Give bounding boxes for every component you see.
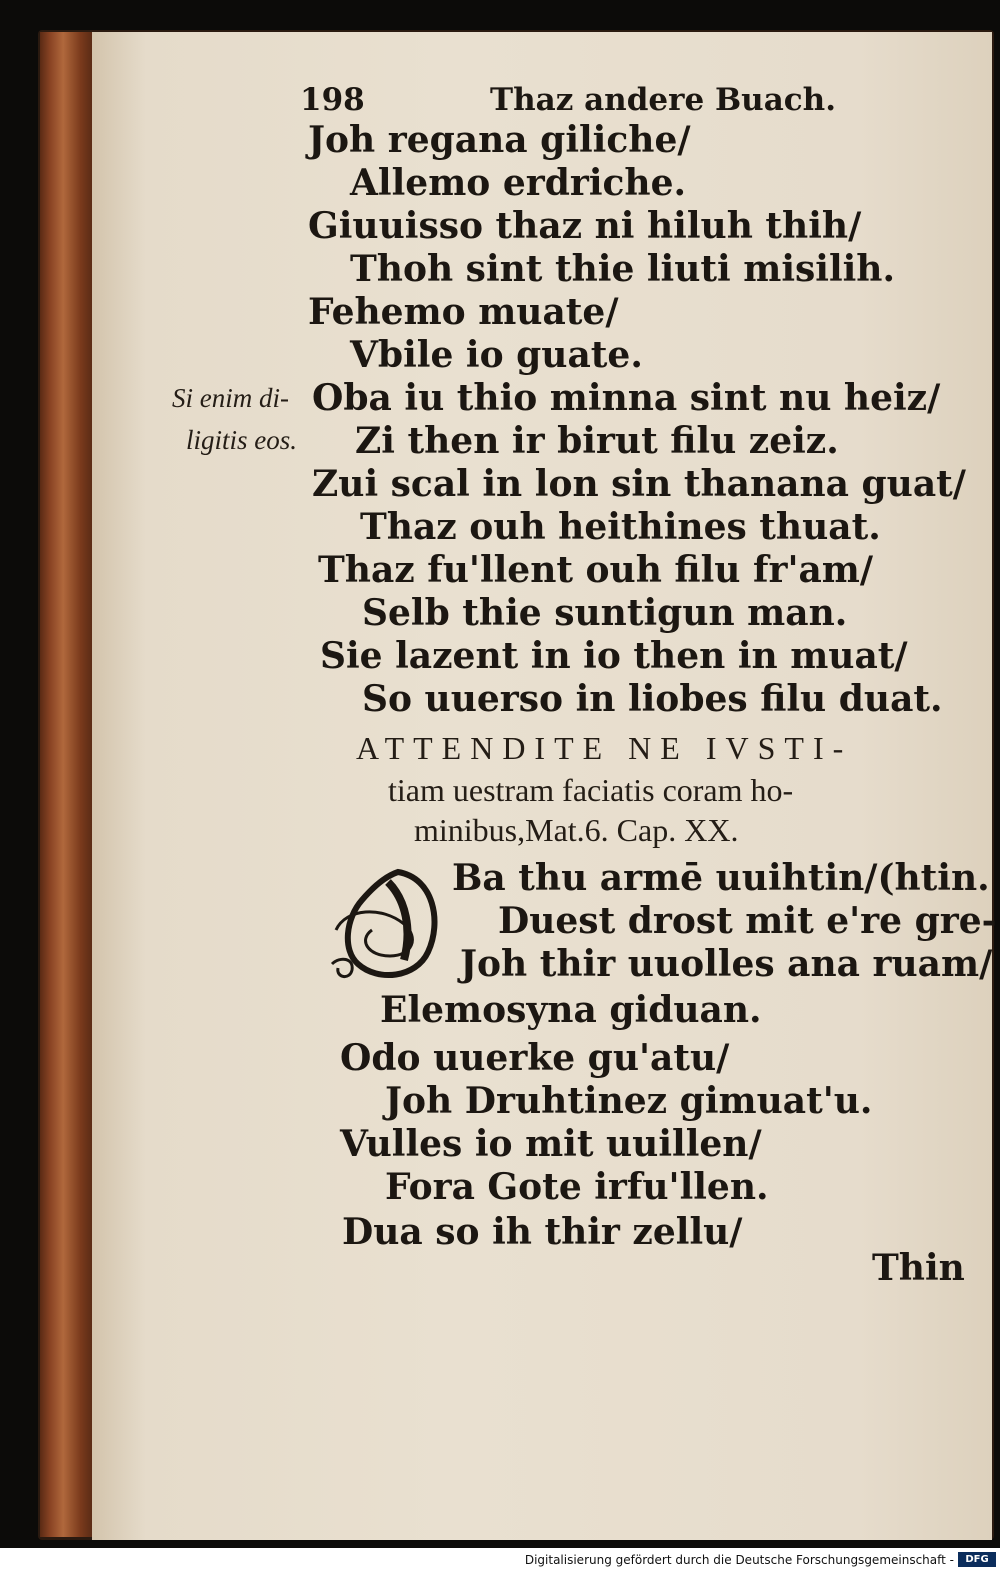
verse-line: Fehemo muate/ [308,291,619,333]
verse-line: Joh thir uuolles ana ruam/ [460,943,993,985]
page-number: 198 [300,82,365,118]
decorated-initial-o [328,860,452,988]
verse-line: Joh regana giliche/ [308,119,691,161]
verse-line: Sie lazent in io then in muat/ [320,635,908,677]
dfg-logo-icon: DFG [958,1552,996,1567]
verse-line: Selb thie suntigun man. [362,592,848,634]
verse-line: Vbile io guate. [350,334,643,376]
verse-line: Odo uuerke gu'atu/ [340,1037,730,1079]
verse-line: Allemo erdriche. [350,162,687,204]
verse-line: Zui scal in lon sin thanana guat/ [312,463,966,505]
page-fore-edge [40,32,98,1537]
running-title: Thaz andere Buach. [490,82,836,118]
verse-line: Ba thu armē uuihtin/(htin. [452,857,990,899]
verse-line: So uuerso in liobes filu duat. [362,678,943,720]
footer-credit-text: Digitalisierung gefördert durch die Deutsche Forschungsgemeinschaft - [524,1553,954,1567]
verse-line: Oba iu thio minna sint nu heiz/ [312,377,941,419]
chapter-heading-line: tiam uestram faciatis coram ho- [388,772,794,808]
credit-footer [0,1548,1000,1582]
verse-line: Joh Druhtinez gimuat'u. [385,1080,873,1122]
verse-line: Fora Gote irfu'llen. [385,1166,769,1208]
verse-line: Thoh sint thie liuti misilih. [350,248,896,290]
chapter-heading-line: ATTENDITE NE IVSTI- [356,730,853,766]
verse-line: Thaz ouh heithines thuat. [360,506,881,548]
margin-note-line: ligitis eos. [186,425,298,455]
verse-line: Duest drost mit e're gre- [498,900,997,942]
margin-note-line: Si enim di- [172,383,289,413]
verse-line: Elemosyna giduan. [380,989,762,1031]
verse-line: Vulles io mit uuillen/ [340,1123,762,1165]
catchword: Thin [872,1247,965,1289]
verse-line: Giuuisso thaz ni hiluh thih/ [308,205,862,247]
verse-line: Dua so ih thir zellu/ [342,1211,743,1253]
verse-line: Thaz fu'llent ouh filu fr'am/ [318,549,874,591]
verse-line: Zi then ir birut filu zeiz. [355,420,839,462]
chapter-heading-line: minibus,Mat.6. Cap. XX. [414,812,739,848]
